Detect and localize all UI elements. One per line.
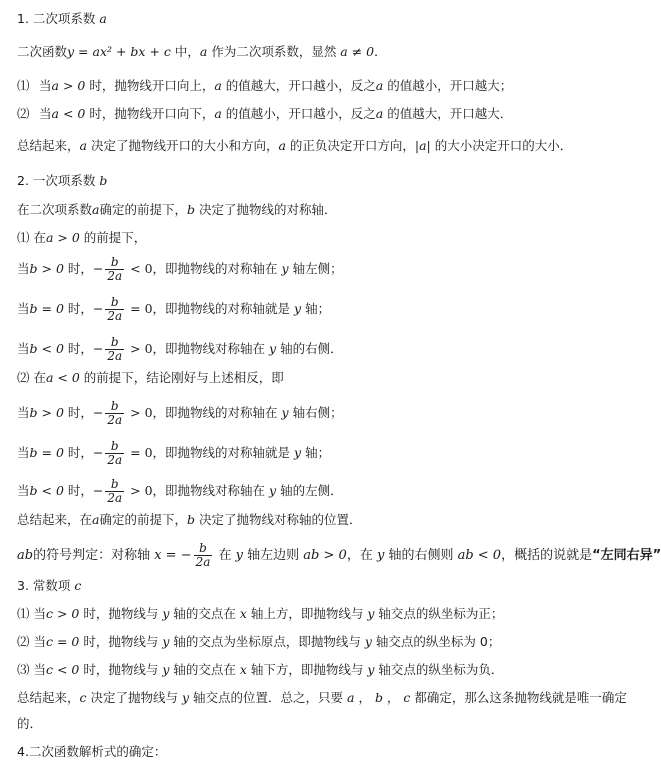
fraction: $\frac{b}{2a}$ xyxy=(107,335,123,363)
fraction: $\frac{b}{2a}$ xyxy=(107,477,123,505)
s3-item-1: ⑴ 当c > 0 时，抛物线与 y 轴的交点在 x 轴上方，即抛物线与 y 轴交点的纵坐标为正； xyxy=(17,606,504,621)
s2-case1-row-2: 当b = 0 时，− $\frac{b}{2a}$ = 0，即抛物线的对称轴就是 y 轴； xyxy=(17,295,331,323)
s2-case2-row-1: 当b > 0 时，− $\frac{b}{2a}$ > 0，即抛物线的对称轴在 y 轴右侧； xyxy=(17,399,343,427)
s3-item-3: ⑶ 当c < 0 时，抛物线与 y 轴的交点在 x 轴下方，即抛物线与 y 轴交点的纵坐标为负． xyxy=(17,662,504,677)
s2-ab-rule: ab的符号判定：对称轴 x = − $\frac{b}{2a}$ 在 y 轴左边则 ab > 0，在 y 轴的右侧则 ab < 0，概括的说就是“左同右异” xyxy=(17,541,661,569)
s2-case2-row-2: 当b = 0 时，− $\frac{b}{2a}$ = 0，即抛物线的对称轴就是 y 轴； xyxy=(17,439,331,467)
fraction: $\frac{b}{2a}$ xyxy=(107,439,123,467)
s1-item-1: ⑴ 当a > 0 时，抛物线开口向上，a 的值越大，开口越小，反之a 的值越小，开口越大； xyxy=(17,78,513,93)
s2-intro: 在二次项系数a确定的前提下，b 决定了抛物线的对称轴． xyxy=(17,202,337,217)
s2-case-2: ⑵ 在a < 0 的前提下，结论刚好与上述相反，即 xyxy=(17,370,284,385)
fraction: $\frac{b}{2a}$ xyxy=(107,295,123,323)
s2-case-1: ⑴ 在a > 0 的前提下， xyxy=(17,230,147,245)
s1-intro: 二次函数y = ax² + bx + c 中，a 作为二次项系数，显然 a ≠ 0． xyxy=(17,44,387,59)
section-1-heading: 1. 二次项系数 a xyxy=(17,11,107,26)
s2-case2-row-3: 当b < 0 时，− $\frac{b}{2a}$ > 0，即抛物线对称轴在 y 轴的左侧． xyxy=(17,477,343,505)
s3-summary-line-2: 的． xyxy=(17,716,43,731)
s2-case1-row-3: 当b < 0 时，− $\frac{b}{2a}$ > 0，即抛物线对称轴在 y 轴的右侧． xyxy=(17,335,343,363)
section-3-heading: 3. 常数项 c xyxy=(17,578,82,593)
s2-summary: 总结起来，在a确定的前提下，b 决定了抛物线对称轴的位置． xyxy=(17,512,362,527)
fraction: $\frac{b}{2a}$ xyxy=(107,399,123,427)
section-2-heading: 2. 一次项系数 b xyxy=(17,173,108,188)
s1-item-2: ⑵ 当a < 0 时，抛物线开口向下，a 的值越小，开口越小，反之a 的值越大，开口越大． xyxy=(17,106,513,121)
section-4-heading: 4.二次函数解析式的确定： xyxy=(17,744,167,759)
s2-case1-row-1: 当b > 0 时，− $\frac{b}{2a}$ < 0，即抛物线的对称轴在 y 轴左侧； xyxy=(17,255,343,283)
s1-summary: 总结起来，a 决定了抛物线开口的大小和方向，a 的正负决定开口方向，|a| 的大小决定开口的大小． xyxy=(17,138,573,153)
s3-item-2: ⑵ 当c = 0 时，抛物线与 y 轴的交点为坐标原点，即抛物线与 y 轴交点的纵坐标为 0； xyxy=(17,634,501,649)
fraction: $\frac{b}{2a}$ xyxy=(107,255,123,283)
s3-summary-line-1: 总结起来，c 决定了抛物线与 y 轴交点的位置．总之，只要 a ， b ， c 都确定，那么这条抛物线就是唯一确定 xyxy=(17,690,627,705)
fraction: $\frac{b}{2a}$ xyxy=(195,541,211,569)
